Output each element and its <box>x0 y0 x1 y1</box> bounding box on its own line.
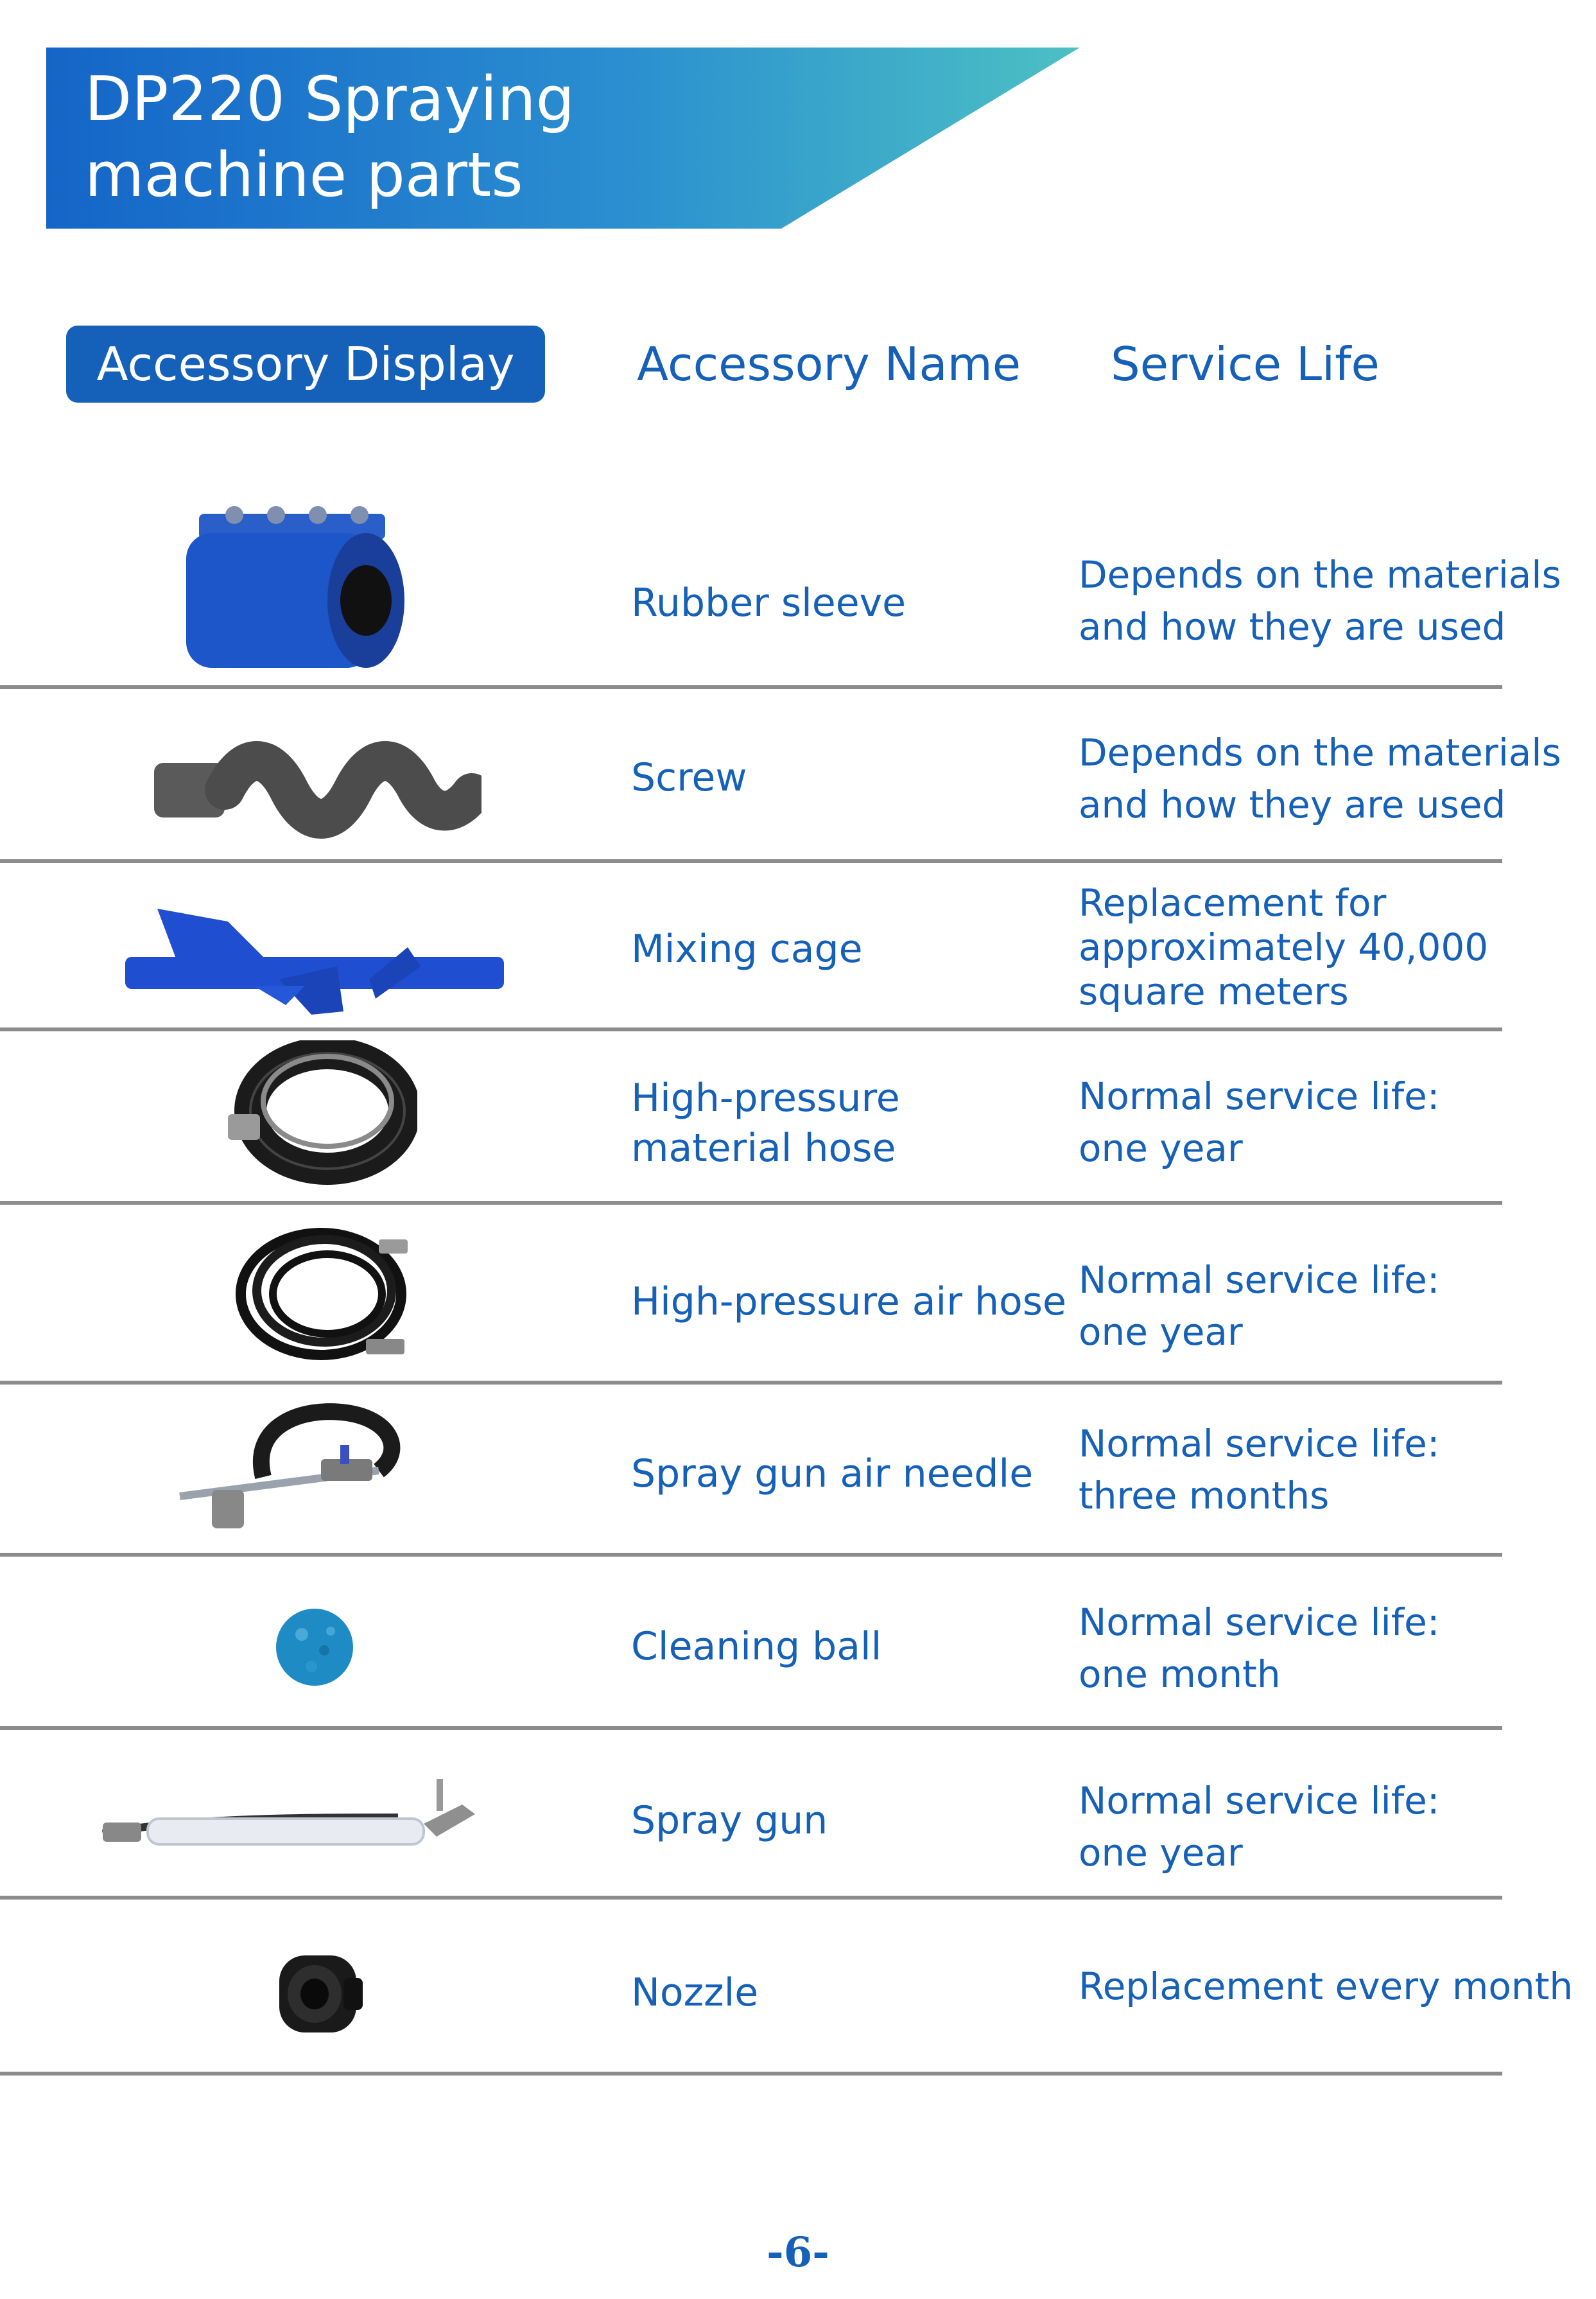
header-service-life: Service Life <box>1111 337 1380 391</box>
service-life-line: Normal service life: <box>1079 1422 1440 1465</box>
accessory-name <box>631 753 747 803</box>
accessory-name-line: material hose <box>631 1126 896 1171</box>
row-separator <box>0 2072 1502 2076</box>
service-life-line: Depends on the materials <box>1079 731 1561 774</box>
accessory-name-line: High-pressure air hose <box>631 1279 1066 1324</box>
nozzle-icon <box>266 1943 369 2049</box>
service-life <box>1079 1596 1439 1700</box>
rubber-sleeve-icon <box>173 501 411 681</box>
page-number: -6- <box>767 2228 829 2277</box>
header-accessory-display: Accessory Display <box>66 326 545 403</box>
spray-gun-icon <box>90 1772 488 1862</box>
accessory-name-line: Mixing cage <box>631 927 863 972</box>
mixing-cage-icon <box>119 896 510 1015</box>
accessory-name-line: High-pressure <box>631 1076 900 1121</box>
accessory-name <box>631 1968 758 2018</box>
header-accessory-name: Accessory Name <box>637 337 1021 391</box>
material-hose-icon <box>225 1040 417 1188</box>
service-life-line: Normal service life: <box>1079 1074 1440 1118</box>
accessory-name <box>631 924 863 974</box>
row-separator <box>0 1726 1502 1730</box>
service-life-line: one year <box>1079 1831 1243 1875</box>
page-title <box>85 62 575 213</box>
service-life <box>1079 1071 1439 1175</box>
service-life <box>1079 1254 1439 1358</box>
row-separator <box>0 1201 1502 1205</box>
accessory-name <box>631 578 906 628</box>
row-separator <box>0 1896 1502 1900</box>
accessory-name <box>631 1796 828 1846</box>
service-life-line: one month <box>1079 1652 1281 1696</box>
accessory-name-line: Spray gun <box>631 1798 828 1843</box>
screw-icon <box>148 739 481 841</box>
accessory-name <box>631 1277 1066 1327</box>
service-life <box>1079 549 1561 653</box>
row-separator <box>0 1553 1502 1557</box>
air-hose-icon <box>231 1223 417 1368</box>
service-life-line: Replacement for <box>1079 881 1387 925</box>
row-separator <box>0 1381 1502 1385</box>
title-banner <box>46 48 1080 229</box>
row-separator <box>0 859 1502 863</box>
accessory-name-line: Screw <box>631 755 747 800</box>
accessory-name <box>631 1622 881 1672</box>
service-life-line: and how they are used <box>1079 783 1506 826</box>
accessory-name-line: Cleaning ball <box>631 1624 882 1669</box>
service-life <box>1079 1775 1439 1879</box>
accessory-name <box>631 1449 1033 1499</box>
service-life-line: Depends on the materials <box>1079 553 1561 597</box>
accessory-name <box>631 1073 900 1173</box>
accessory-name-line: Rubber sleeve <box>631 581 906 625</box>
service-life-line: Replacement every month <box>1079 1964 1574 2008</box>
service-life-line: one year <box>1079 1310 1243 1354</box>
page-title-line2: machine parts <box>85 140 523 211</box>
service-life-line: Normal service life: <box>1079 1779 1440 1823</box>
service-life-line: three months <box>1079 1474 1330 1517</box>
service-life <box>1079 881 1488 1014</box>
service-life-line: one year <box>1079 1126 1243 1170</box>
service-life <box>1079 1961 1573 2013</box>
service-life-line: approximately 40,000 <box>1079 925 1489 969</box>
air-needle-icon <box>173 1400 417 1548</box>
row-separator <box>0 685 1502 689</box>
cleaning-ball-icon <box>273 1605 356 1689</box>
service-life <box>1079 1418 1439 1522</box>
service-life-line: square meters <box>1079 970 1349 1013</box>
accessory-name-line: Spray gun air needle <box>631 1451 1034 1496</box>
service-life-line: Normal service life: <box>1079 1258 1440 1302</box>
service-life-line: and how they are used <box>1079 605 1506 649</box>
service-life-line: Normal service life: <box>1079 1600 1440 1644</box>
page-title-line1: DP220 Spraying <box>85 64 575 135</box>
accessory-name-line: Nozzle <box>631 1970 759 2015</box>
service-life <box>1079 727 1561 831</box>
row-separator <box>0 1027 1502 1031</box>
